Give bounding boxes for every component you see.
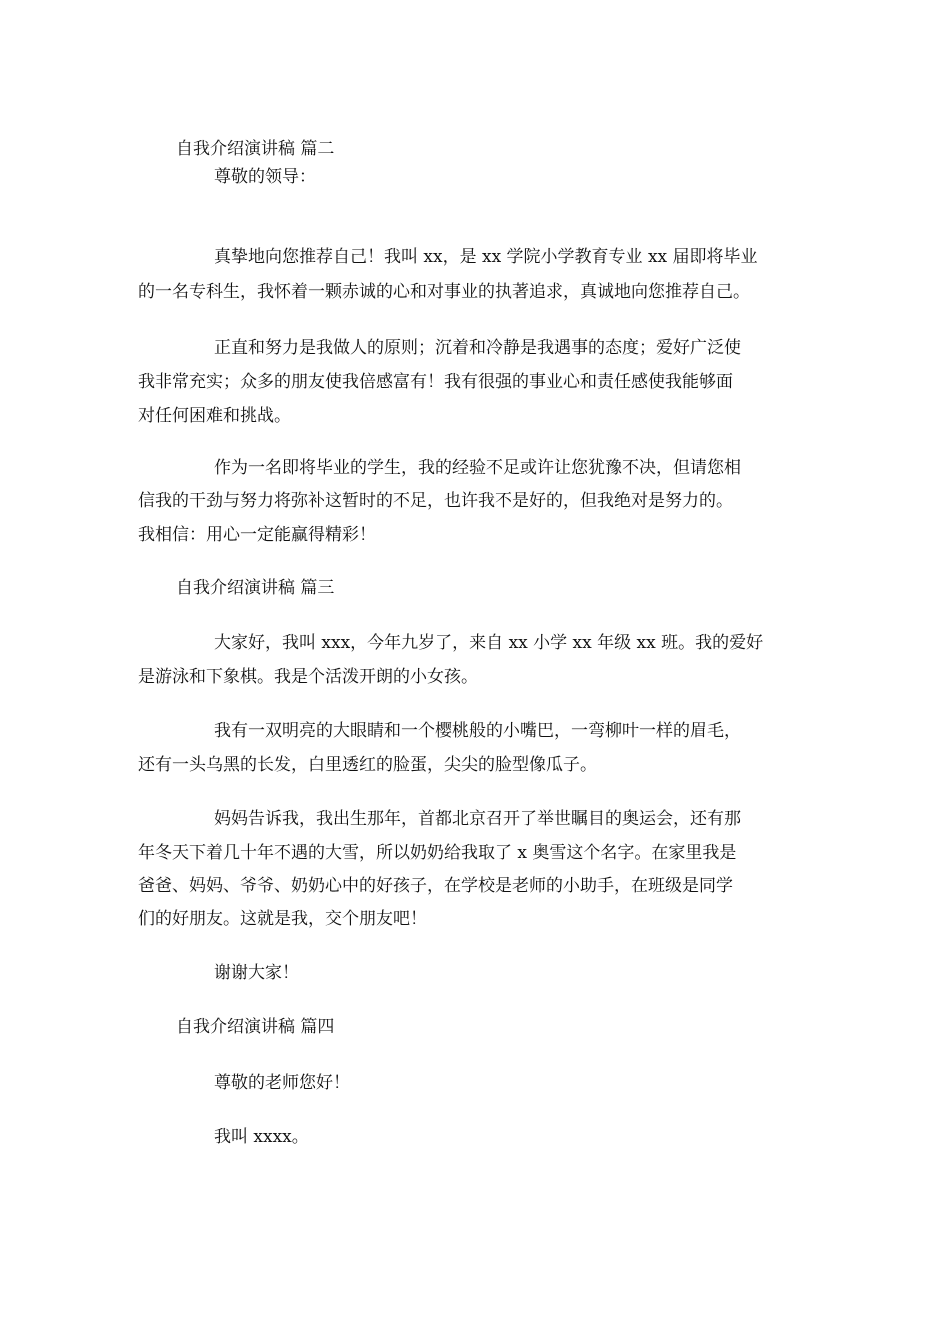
paragraph-line: 信我的干劲与努力将弥补这暂时的不足，也许我不是好的，但我绝对是努力的。 <box>138 491 733 511</box>
paragraph-line: 的一名专科生，我怀着一颗赤诚的心和对事业的执著追求，真诚地向您推荐自己。 <box>138 282 750 302</box>
paragraph-line: 是游泳和下象棋。我是个活泼开朗的小女孩。 <box>138 667 478 687</box>
paragraph-line: 我有一双明亮的大眼睛和一个樱桃般的小嘴巴，一弯柳叶一样的眉毛， <box>214 721 741 741</box>
paragraph-line: 真挚地向您推荐自己！我叫 xx，是 xx 学院小学教育专业 xx 届即将毕业 <box>214 247 758 267</box>
paragraph-line: 作为一名即将毕业的学生，我的经验不足或许让您犹豫不决，但请您相 <box>214 458 741 478</box>
section-heading: 自我介绍演讲稿 篇四 <box>176 1017 335 1037</box>
paragraph-line: 我相信：用心一定能赢得精彩！ <box>138 525 376 545</box>
paragraph-line: 妈妈告诉我，我出生那年，首都北京召开了举世瞩目的奥运会，还有那 <box>214 809 741 829</box>
section-heading: 自我介绍演讲稿 篇三 <box>176 578 335 598</box>
section-heading: 自我介绍演讲稿 篇二 <box>176 139 335 159</box>
paragraph-line: 还有一头乌黑的长发，白里透红的脸蛋，尖尖的脸型像瓜子。 <box>138 755 597 775</box>
paragraph-line: 对任何困难和挑战。 <box>138 406 291 426</box>
paragraph-line: 爸爸、妈妈、爷爷、奶奶心中的好孩子，在学校是老师的小助手，在班级是同学 <box>138 876 733 896</box>
paragraph-line: 我叫 xxxx。 <box>214 1127 309 1147</box>
paragraph-line: 尊敬的领导： <box>214 167 316 187</box>
paragraph-line: 谢谢大家！ <box>214 963 299 983</box>
paragraph-line: 我非常充实；众多的朋友使我倍感富有！我有很强的事业心和责任感使我能够面 <box>138 372 733 392</box>
paragraph-line: 年冬天下着几十年不遇的大雪，所以奶奶给我取了 x 奥雪这个名字。在家里我是 <box>138 843 737 863</box>
paragraph-line: 尊敬的老师您好！ <box>214 1073 350 1093</box>
paragraph-line: 正直和努力是我做人的原则；沉着和冷静是我遇事的态度；爱好广泛使 <box>214 338 741 358</box>
paragraph-line: 大家好，我叫 xxx，今年九岁了，来自 xx 小学 xx 年级 xx 班。我的爱好 <box>214 633 764 653</box>
paragraph-line: 们的好朋友。这就是我，交个朋友吧！ <box>138 909 427 929</box>
